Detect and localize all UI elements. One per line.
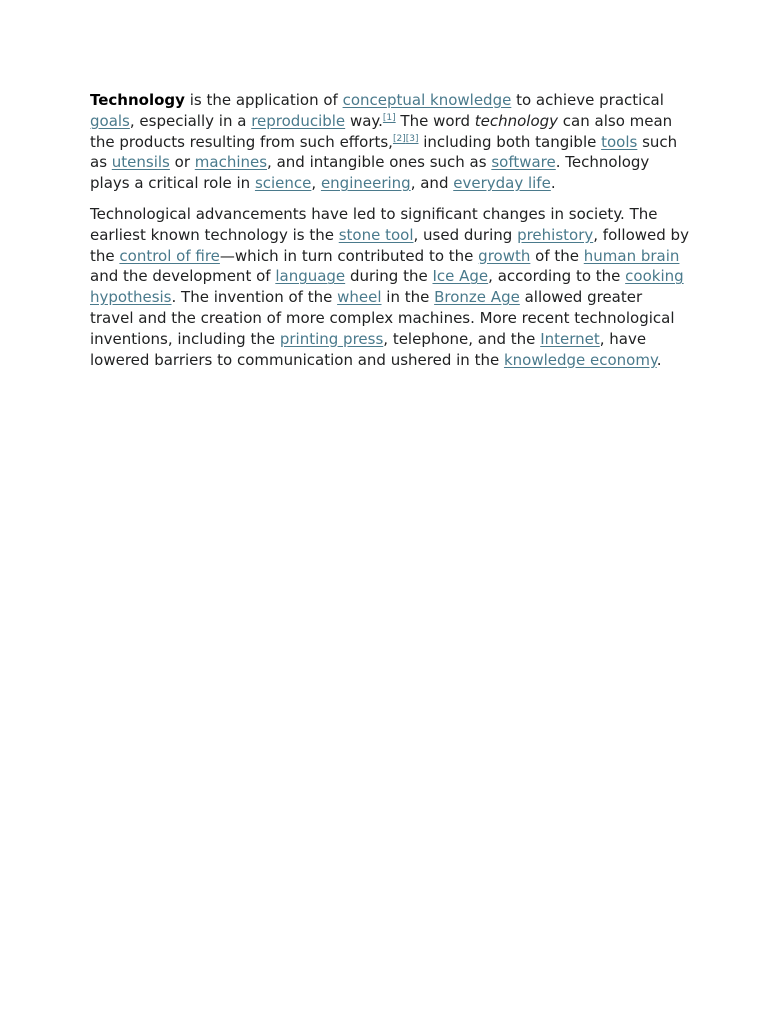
text-run: or <box>169 153 195 172</box>
citation <box>383 113 396 123</box>
text-run: in the <box>381 288 435 307</box>
text-run: . The invention of the <box>171 288 338 307</box>
citation-3[interactable]: [3] <box>405 133 419 144</box>
link-stone-tool[interactable]: stone tool <box>338 225 414 244</box>
citation-2[interactable]: [2] <box>392 133 406 144</box>
emphasized-term: technology <box>474 111 559 130</box>
link-knowledge-economy[interactable]: knowledge economy <box>503 350 657 369</box>
text-run: , and <box>410 174 454 193</box>
link-prehistory[interactable]: prehistory <box>517 225 594 244</box>
citation <box>393 134 406 144</box>
link-tools[interactable]: tools <box>601 132 638 151</box>
link-control-of-fire[interactable]: control of fire <box>119 246 220 265</box>
citation <box>406 134 419 144</box>
text-run: and the development of <box>90 267 276 286</box>
text-run: way. <box>345 111 383 130</box>
article-body <box>90 90 690 380</box>
paragraph-intro <box>90 90 690 194</box>
text-run: , have lowered barriers to communication and ushered in the <box>90 329 647 369</box>
link-wheel[interactable]: wheel <box>337 288 382 307</box>
link-machines[interactable]: machines <box>194 153 268 172</box>
link-printing-press[interactable]: printing press <box>279 329 384 348</box>
text-run: such as <box>90 132 678 172</box>
article-subject: Technology <box>90 91 185 109</box>
link-software[interactable]: software <box>491 153 556 172</box>
text-run: of the <box>530 246 584 265</box>
text-run: allowed greater travel and the creation of more complex machines. More recent technological inventions, including the <box>90 288 675 348</box>
link-ice-age[interactable]: Ice Age <box>432 267 489 286</box>
text-run: , <box>311 174 321 193</box>
text-run: , and intangible ones such as <box>267 153 492 172</box>
citation-1[interactable]: [1] <box>382 112 396 123</box>
link-everyday-life[interactable]: everyday life <box>453 174 551 193</box>
paragraph-history <box>90 204 690 370</box>
text-run: Technological advancements have led to significant changes in society. The earliest known technology is the <box>90 204 658 244</box>
text-run: during the <box>345 267 433 286</box>
text-run: , telephone, and the <box>383 329 541 348</box>
link-growth[interactable]: growth <box>478 246 531 265</box>
text-run: , according to the <box>488 267 626 286</box>
link-goals[interactable]: goals <box>90 111 130 130</box>
text-run: . Technology plays a critical role in <box>90 153 650 193</box>
text-run: , used during <box>413 225 518 244</box>
link-conceptual-knowledge[interactable]: conceptual knowledge <box>342 91 512 109</box>
text-run: , followed by the <box>90 225 689 265</box>
link-language[interactable]: language <box>275 267 346 286</box>
text-run: to achieve practical <box>511 91 664 109</box>
text-run: . <box>656 350 662 369</box>
link-science[interactable]: science <box>254 174 312 193</box>
text-run: is the application of <box>184 91 343 109</box>
text-run: The word <box>395 111 475 130</box>
text-run: —which in turn contributed to the <box>219 246 479 265</box>
link-human-brain[interactable]: human brain <box>583 246 680 265</box>
text-run: , especially in a <box>129 111 252 130</box>
link-engineering[interactable]: engineering <box>320 174 411 193</box>
text-run: can also mean the products resulting from such efforts, <box>90 111 673 151</box>
link-utensils[interactable]: utensils <box>111 153 170 172</box>
text-run: including both tangible <box>418 132 602 151</box>
link-bronze-age[interactable]: Bronze Age <box>434 288 520 307</box>
text-run: . <box>550 174 556 193</box>
link-cooking-hypothesis[interactable]: cooking hypothesis <box>90 267 684 307</box>
link-internet[interactable]: Internet <box>540 329 600 348</box>
link-reproducible[interactable]: reproducible <box>251 111 346 130</box>
